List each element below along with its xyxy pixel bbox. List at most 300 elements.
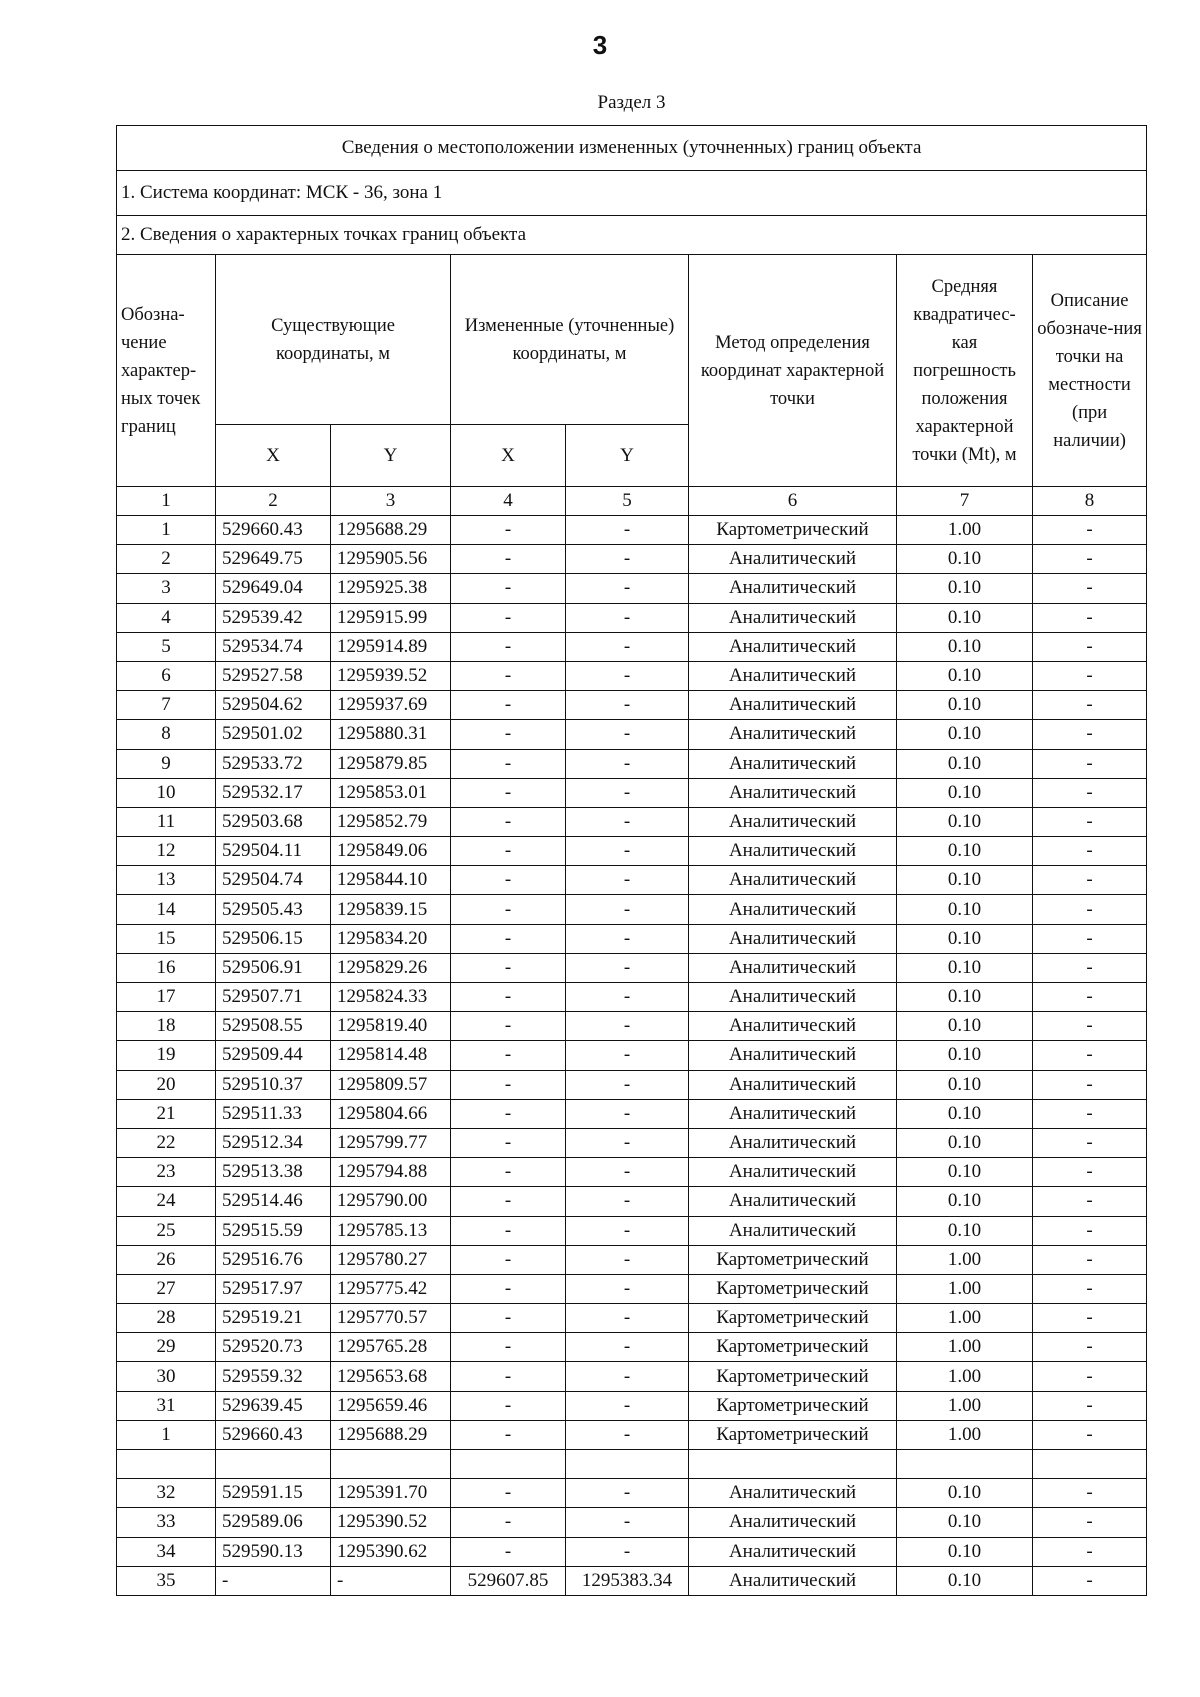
mean-error-cell: 1.00: [897, 1245, 1033, 1274]
mean-error-cell: 0.10: [897, 837, 1033, 866]
changed-x-cell: -: [451, 807, 566, 836]
table-row: [117, 953, 1147, 982]
existing-x-cell: 529504.11: [216, 837, 331, 866]
changed-x-cell: -: [451, 632, 566, 661]
point-number-cell: 33: [117, 1508, 216, 1537]
description-cell: -: [1033, 545, 1147, 574]
table-row: [117, 691, 1147, 720]
mean-error-cell: 0.10: [897, 807, 1033, 836]
table-row: [117, 1362, 1147, 1391]
mean-error-cell: 0.10: [897, 778, 1033, 807]
changed-x-cell: -: [451, 866, 566, 895]
existing-y-cell: 1295765.28: [331, 1333, 451, 1362]
changed-y-cell: -: [566, 1012, 689, 1041]
existing-x-cell: 529512.34: [216, 1128, 331, 1157]
existing-x-cell: [216, 1450, 331, 1479]
point-number-cell: 16: [117, 953, 216, 982]
existing-x-cell: 529505.43: [216, 895, 331, 924]
header-point-designation: Обозна-чение характер-ных точек границ: [117, 255, 216, 487]
point-number-cell: 20: [117, 1070, 216, 1099]
existing-y-cell: 1295905.56: [331, 545, 451, 574]
existing-y-cell: 1295390.52: [331, 1508, 451, 1537]
existing-x-cell: 529639.45: [216, 1391, 331, 1420]
changed-y-cell: -: [566, 1362, 689, 1391]
description-cell: -: [1033, 749, 1147, 778]
existing-y-cell: 1295839.15: [331, 895, 451, 924]
point-number-cell: 27: [117, 1274, 216, 1303]
changed-x-cell: -: [451, 1274, 566, 1303]
mean-error-cell: 0.10: [897, 749, 1033, 778]
method-cell: Аналитический: [689, 1041, 897, 1070]
mean-error-cell: 0.10: [897, 1041, 1033, 1070]
mean-error-cell: 0.10: [897, 924, 1033, 953]
table-row: [117, 895, 1147, 924]
existing-y-cell: 1295879.85: [331, 749, 451, 778]
existing-x-cell: 529649.04: [216, 574, 331, 603]
point-number-cell: [117, 1450, 216, 1479]
changed-y-cell: -: [566, 866, 689, 895]
header-existing-x: X: [216, 425, 331, 487]
changed-x-cell: -: [451, 895, 566, 924]
method-cell: Аналитический: [689, 1566, 897, 1595]
table-row: [117, 1537, 1147, 1566]
changed-x-cell: -: [451, 1420, 566, 1449]
method-cell: Аналитический: [689, 1070, 897, 1099]
existing-y-cell: 1295939.52: [331, 661, 451, 690]
changed-x-cell: -: [451, 545, 566, 574]
point-number-cell: 23: [117, 1158, 216, 1187]
changed-x-cell: -: [451, 1099, 566, 1128]
table-row: [117, 1566, 1147, 1595]
existing-x-cell: 529504.62: [216, 691, 331, 720]
mean-error-cell: 0.10: [897, 661, 1033, 690]
description-cell: -: [1033, 1245, 1147, 1274]
point-number-cell: 30: [117, 1362, 216, 1391]
header-description: Описание обозначе-ния точки на местности (при наличии): [1033, 255, 1147, 487]
existing-y-cell: -: [331, 1566, 451, 1595]
table-row: [117, 1333, 1147, 1362]
changed-x-cell: -: [451, 574, 566, 603]
method-cell: Аналитический: [689, 866, 897, 895]
existing-x-cell: 529589.06: [216, 1508, 331, 1537]
changed-x-cell: -: [451, 516, 566, 545]
existing-y-cell: 1295834.20: [331, 924, 451, 953]
existing-y-cell: 1295659.46: [331, 1391, 451, 1420]
point-number-cell: 3: [117, 574, 216, 603]
point-number-cell: 5: [117, 632, 216, 661]
mean-error-cell: 0.10: [897, 983, 1033, 1012]
page-number: 3: [592, 30, 608, 60]
existing-y-cell: 1295688.29: [331, 516, 451, 545]
point-number-cell: 18: [117, 1012, 216, 1041]
header-existing-coordinates: Существующие координаты, м: [216, 255, 451, 425]
point-number-cell: 26: [117, 1245, 216, 1274]
existing-x-cell: 529539.42: [216, 603, 331, 632]
changed-y-cell: [566, 1450, 689, 1479]
existing-x-cell: 529520.73: [216, 1333, 331, 1362]
method-cell: Аналитический: [689, 545, 897, 574]
existing-x-cell: 529508.55: [216, 1012, 331, 1041]
table-row: [117, 1450, 1147, 1479]
existing-y-cell: 1295880.31: [331, 720, 451, 749]
changed-x-cell: -: [451, 1012, 566, 1041]
description-cell: -: [1033, 691, 1147, 720]
points-heading: 2. Сведения о характерных точках границ объекта: [117, 216, 1147, 255]
point-number-cell: 4: [117, 603, 216, 632]
existing-x-cell: 529513.38: [216, 1158, 331, 1187]
description-cell: -: [1033, 807, 1147, 836]
changed-x-cell: -: [451, 1508, 566, 1537]
method-cell: Картометрический: [689, 1304, 897, 1333]
existing-x-cell: -: [216, 1566, 331, 1595]
point-number-cell: 12: [117, 837, 216, 866]
changed-y-cell: -: [566, 1099, 689, 1128]
mean-error-cell: 0.10: [897, 1012, 1033, 1041]
existing-y-cell: 1295853.01: [331, 778, 451, 807]
column-numbers-row: [117, 487, 1147, 516]
header-changed-y: Y: [566, 425, 689, 487]
existing-x-cell: 529506.15: [216, 924, 331, 953]
column-number: 2: [216, 487, 331, 516]
existing-y-cell: 1295794.88: [331, 1158, 451, 1187]
existing-x-cell: 529509.44: [216, 1041, 331, 1070]
method-cell: Аналитический: [689, 661, 897, 690]
existing-x-cell: 529510.37: [216, 1070, 331, 1099]
existing-x-cell: 529511.33: [216, 1099, 331, 1128]
point-number-cell: 29: [117, 1333, 216, 1362]
changed-y-cell: -: [566, 983, 689, 1012]
method-cell: Аналитический: [689, 1012, 897, 1041]
existing-y-cell: 1295391.70: [331, 1479, 451, 1508]
changed-x-cell: -: [451, 1537, 566, 1566]
description-cell: -: [1033, 1012, 1147, 1041]
changed-y-cell: 1295383.34: [566, 1566, 689, 1595]
mean-error-cell: 0.10: [897, 603, 1033, 632]
point-number-cell: 14: [117, 895, 216, 924]
point-number-cell: 31: [117, 1391, 216, 1420]
changed-y-cell: -: [566, 1333, 689, 1362]
point-number-cell: 28: [117, 1304, 216, 1333]
table-row: [117, 516, 1147, 545]
mean-error-cell: 1.00: [897, 1391, 1033, 1420]
changed-x-cell: -: [451, 953, 566, 982]
changed-x-cell: -: [451, 924, 566, 953]
existing-x-cell: 529532.17: [216, 778, 331, 807]
existing-x-cell: 529590.13: [216, 1537, 331, 1566]
table-row: [117, 1187, 1147, 1216]
point-number-cell: 24: [117, 1187, 216, 1216]
mean-error-cell: [897, 1450, 1033, 1479]
changed-y-cell: -: [566, 691, 689, 720]
description-cell: -: [1033, 1304, 1147, 1333]
table-row: [117, 1304, 1147, 1333]
column-number: 5: [566, 487, 689, 516]
mean-error-cell: 0.10: [897, 574, 1033, 603]
existing-x-cell: 529501.02: [216, 720, 331, 749]
existing-x-cell: 529507.71: [216, 983, 331, 1012]
boundary-points-table: [116, 125, 1147, 1596]
description-cell: -: [1033, 1187, 1147, 1216]
description-cell: -: [1033, 1274, 1147, 1303]
method-cell: Аналитический: [689, 720, 897, 749]
mean-error-cell: 0.10: [897, 953, 1033, 982]
changed-x-cell: -: [451, 1041, 566, 1070]
existing-y-cell: 1295844.10: [331, 866, 451, 895]
point-number-cell: 21: [117, 1099, 216, 1128]
existing-x-cell: 529515.59: [216, 1216, 331, 1245]
mean-error-cell: 0.10: [897, 1070, 1033, 1099]
description-cell: -: [1033, 1566, 1147, 1595]
existing-x-cell: 529591.15: [216, 1479, 331, 1508]
table-row: [117, 807, 1147, 836]
point-number-cell: 7: [117, 691, 216, 720]
changed-y-cell: -: [566, 1274, 689, 1303]
existing-x-cell: 529517.97: [216, 1274, 331, 1303]
changed-x-cell: -: [451, 720, 566, 749]
table-row: [117, 720, 1147, 749]
table-row: [117, 661, 1147, 690]
mean-error-cell: 0.10: [897, 632, 1033, 661]
changed-x-cell: -: [451, 1187, 566, 1216]
table-row: [117, 1158, 1147, 1187]
table-row: [117, 1012, 1147, 1041]
description-cell: -: [1033, 1479, 1147, 1508]
changed-y-cell: -: [566, 1537, 689, 1566]
description-cell: -: [1033, 866, 1147, 895]
point-number-cell: 25: [117, 1216, 216, 1245]
description-cell: -: [1033, 983, 1147, 1012]
header-changed-coordinates: Измененные (уточненные) координаты, м: [451, 255, 689, 425]
method-cell: Картометрический: [689, 1420, 897, 1449]
method-cell: Аналитический: [689, 574, 897, 603]
point-number-cell: 2: [117, 545, 216, 574]
table-row: [117, 1245, 1147, 1274]
existing-y-cell: 1295775.42: [331, 1274, 451, 1303]
changed-y-cell: -: [566, 720, 689, 749]
existing-x-cell: 529649.75: [216, 545, 331, 574]
method-cell: Аналитический: [689, 778, 897, 807]
mean-error-cell: 0.10: [897, 1537, 1033, 1566]
description-cell: -: [1033, 1333, 1147, 1362]
point-number-cell: 10: [117, 778, 216, 807]
table-row: [117, 1216, 1147, 1245]
coordinate-system: 1. Система координат: МСК - 36, зона 1: [117, 171, 1147, 216]
point-number-cell: 34: [117, 1537, 216, 1566]
table-row: [117, 749, 1147, 778]
table-row: [117, 1508, 1147, 1537]
method-cell: Аналитический: [689, 1158, 897, 1187]
changed-y-cell: -: [566, 1216, 689, 1245]
header-method: Метод определения координат характерной точки: [689, 255, 897, 487]
point-number-cell: 9: [117, 749, 216, 778]
changed-y-cell: -: [566, 603, 689, 632]
changed-x-cell: -: [451, 1245, 566, 1274]
description-cell: -: [1033, 1070, 1147, 1099]
existing-y-cell: 1295914.89: [331, 632, 451, 661]
method-cell: Аналитический: [689, 749, 897, 778]
description-cell: -: [1033, 1362, 1147, 1391]
column-number: 7: [897, 487, 1033, 516]
table-row: [117, 545, 1147, 574]
changed-y-cell: -: [566, 1070, 689, 1099]
method-cell: Картометрический: [689, 1391, 897, 1420]
existing-x-cell: 529503.68: [216, 807, 331, 836]
description-cell: -: [1033, 895, 1147, 924]
mean-error-cell: 0.10: [897, 1187, 1033, 1216]
method-cell: Картометрический: [689, 1274, 897, 1303]
mean-error-cell: 0.10: [897, 691, 1033, 720]
point-number-cell: 19: [117, 1041, 216, 1070]
changed-y-cell: -: [566, 1158, 689, 1187]
existing-y-cell: 1295819.40: [331, 1012, 451, 1041]
existing-x-cell: 529559.32: [216, 1362, 331, 1391]
existing-x-cell: 529660.43: [216, 1420, 331, 1449]
existing-x-cell: 529516.76: [216, 1245, 331, 1274]
changed-y-cell: -: [566, 1187, 689, 1216]
column-number: 8: [1033, 487, 1147, 516]
existing-x-cell: 529527.58: [216, 661, 331, 690]
method-cell: Картометрический: [689, 1333, 897, 1362]
description-cell: -: [1033, 1508, 1147, 1537]
changed-x-cell: -: [451, 1304, 566, 1333]
header-changed-x: X: [451, 425, 566, 487]
table-row: [117, 866, 1147, 895]
changed-y-cell: -: [566, 661, 689, 690]
table-row: [117, 1479, 1147, 1508]
existing-y-cell: [331, 1450, 451, 1479]
existing-y-cell: 1295824.33: [331, 983, 451, 1012]
changed-y-cell: -: [566, 807, 689, 836]
changed-x-cell: -: [451, 1362, 566, 1391]
description-cell: -: [1033, 661, 1147, 690]
table-title: Сведения о местоположении измененных (уточненных) границ объекта: [117, 126, 1147, 171]
point-number-cell: 17: [117, 983, 216, 1012]
description-cell: -: [1033, 516, 1147, 545]
existing-y-cell: 1295390.62: [331, 1537, 451, 1566]
point-number-cell: 1: [117, 516, 216, 545]
method-cell: Аналитический: [689, 1128, 897, 1157]
changed-y-cell: -: [566, 1245, 689, 1274]
mean-error-cell: 0.10: [897, 1479, 1033, 1508]
existing-y-cell: 1295688.29: [331, 1420, 451, 1449]
existing-x-cell: 529519.21: [216, 1304, 331, 1333]
method-cell: Картометрический: [689, 516, 897, 545]
point-number-cell: 13: [117, 866, 216, 895]
description-cell: -: [1033, 1158, 1147, 1187]
header-mean-error: Средняя квадратичес-кая погрешность положения характерной точки (Mt), м: [897, 255, 1033, 487]
existing-y-cell: 1295790.00: [331, 1187, 451, 1216]
changed-x-cell: -: [451, 778, 566, 807]
changed-x-cell: -: [451, 983, 566, 1012]
changed-x-cell: -: [451, 661, 566, 690]
description-cell: -: [1033, 837, 1147, 866]
mean-error-cell: 1.00: [897, 1333, 1033, 1362]
mean-error-cell: 0.10: [897, 1566, 1033, 1595]
changed-x-cell: -: [451, 603, 566, 632]
column-number: 4: [451, 487, 566, 516]
description-cell: -: [1033, 1391, 1147, 1420]
method-cell: Аналитический: [689, 632, 897, 661]
changed-y-cell: -: [566, 1128, 689, 1157]
point-number-cell: 8: [117, 720, 216, 749]
changed-y-cell: -: [566, 749, 689, 778]
description-cell: -: [1033, 1420, 1147, 1449]
existing-y-cell: 1295852.79: [331, 807, 451, 836]
mean-error-cell: 0.10: [897, 1128, 1033, 1157]
mean-error-cell: 0.10: [897, 720, 1033, 749]
changed-y-cell: -: [566, 574, 689, 603]
description-cell: -: [1033, 953, 1147, 982]
changed-x-cell: -: [451, 1391, 566, 1420]
existing-x-cell: 529506.91: [216, 953, 331, 982]
method-cell: Аналитический: [689, 1479, 897, 1508]
changed-x-cell: -: [451, 749, 566, 778]
method-cell: Аналитический: [689, 953, 897, 982]
table-row: [117, 1274, 1147, 1303]
mean-error-cell: 1.00: [897, 1304, 1033, 1333]
changed-x-cell: 529607.85: [451, 1566, 566, 1595]
method-cell: Аналитический: [689, 1099, 897, 1128]
method-cell: Аналитический: [689, 1187, 897, 1216]
mean-error-cell: 0.10: [897, 1508, 1033, 1537]
changed-x-cell: -: [451, 1158, 566, 1187]
table-row: [117, 1041, 1147, 1070]
description-cell: -: [1033, 603, 1147, 632]
method-cell: [689, 1450, 897, 1479]
column-number: 1: [117, 487, 216, 516]
existing-y-cell: 1295799.77: [331, 1128, 451, 1157]
changed-y-cell: -: [566, 837, 689, 866]
existing-y-cell: 1295915.99: [331, 603, 451, 632]
changed-x-cell: -: [451, 1070, 566, 1099]
point-number-cell: 32: [117, 1479, 216, 1508]
description-cell: -: [1033, 924, 1147, 953]
method-cell: Аналитический: [689, 924, 897, 953]
changed-x-cell: -: [451, 691, 566, 720]
table-row: [117, 1070, 1147, 1099]
method-cell: Аналитический: [689, 1508, 897, 1537]
existing-y-cell: 1295653.68: [331, 1362, 451, 1391]
existing-y-cell: 1295925.38: [331, 574, 451, 603]
changed-x-cell: -: [451, 1128, 566, 1157]
description-cell: -: [1033, 1041, 1147, 1070]
table-row: [117, 1128, 1147, 1157]
method-cell: Аналитический: [689, 983, 897, 1012]
description-cell: -: [1033, 720, 1147, 749]
changed-x-cell: -: [451, 837, 566, 866]
mean-error-cell: 1.00: [897, 1420, 1033, 1449]
existing-x-cell: 529504.74: [216, 866, 331, 895]
mean-error-cell: 0.10: [897, 545, 1033, 574]
changed-y-cell: -: [566, 1479, 689, 1508]
table-row: [117, 837, 1147, 866]
changed-y-cell: -: [566, 1508, 689, 1537]
existing-y-cell: 1295829.26: [331, 953, 451, 982]
existing-y-cell: 1295937.69: [331, 691, 451, 720]
changed-y-cell: -: [566, 778, 689, 807]
changed-y-cell: -: [566, 895, 689, 924]
existing-x-cell: 529660.43: [216, 516, 331, 545]
method-cell: Аналитический: [689, 1537, 897, 1566]
point-number-cell: 11: [117, 807, 216, 836]
point-number-cell: 6: [117, 661, 216, 690]
description-cell: -: [1033, 1537, 1147, 1566]
section-title: Раздел 3: [597, 92, 666, 113]
table-row: [117, 1391, 1147, 1420]
changed-y-cell: -: [566, 545, 689, 574]
existing-y-cell: 1295809.57: [331, 1070, 451, 1099]
description-cell: -: [1033, 1216, 1147, 1245]
